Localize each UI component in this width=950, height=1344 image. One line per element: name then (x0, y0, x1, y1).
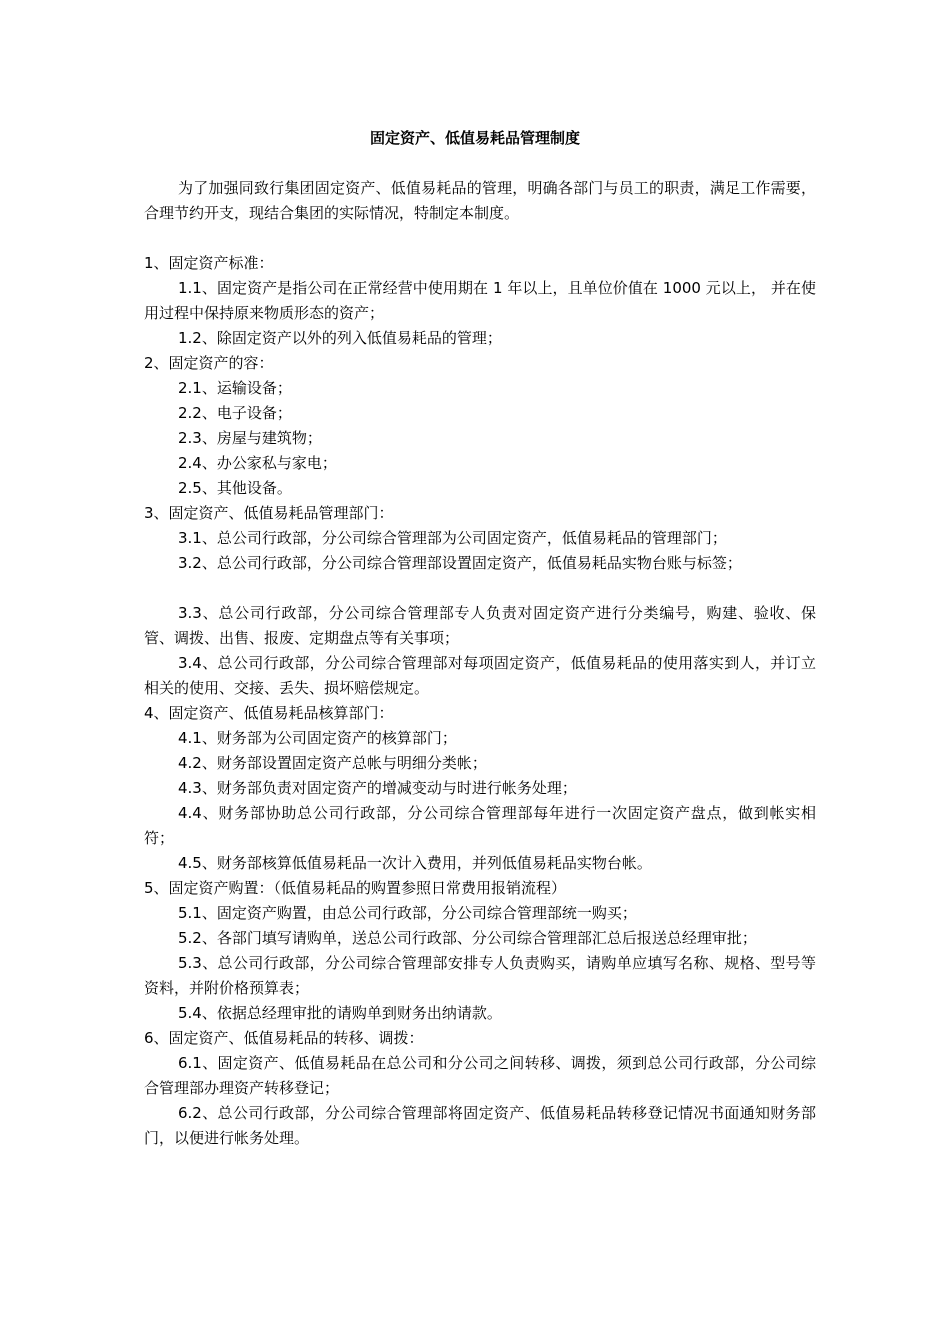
section-item: 3.2、总公司行政部，分公司综合管理部设置固定资产，低值易耗品实物台账与标签； (178, 554, 742, 572)
section-item: 3.1、总公司行政部，分公司综合管理部为公司固定资产，低值易耗品的管理部门； (178, 529, 727, 547)
document-title: 固定资产、低值易耗品管理制度 (369, 129, 580, 147)
section-item: 4.5、财务部核算低值易耗品一次计入费用，并列低值易耗品实物台帐。 (178, 854, 652, 872)
section-item: 4.3、财务部负责对固定资产的增减变动与时进行帐务处理； (178, 779, 577, 797)
section-item: 5.1、固定资产购置，由总公司行政部，分公司综合管理部统一购买； (178, 904, 637, 922)
section-item: 1.2、除固定资产以外的列入低值易耗品的管理； (178, 329, 502, 347)
section-item: 2.1、运输设备； (178, 379, 292, 397)
section-item: 5.4、依据总经理审批的请购单到财务出纳请款。 (178, 1004, 502, 1022)
section-item: 1.1、固定资产是指公司在正常经营中使用期在 1 年以上，且单位价值在 1000 元以上， 并在使用过程中保持原来物质形态的资产； (144, 279, 816, 322)
intro-paragraph: 为了加强同致行集团固定资产、低值易耗品的管理，明确各部门与员工的职责，满足工作需要，合理节约开支，现结合集团的实际情况，特制定本制度。 (144, 179, 816, 222)
section-item: 4.2、财务部设置固定资产总帐与明细分类帐； (178, 754, 487, 772)
section-heading: 5、固定资产购置：（低值易耗品的购置参照日常费用报销流程） (144, 879, 567, 897)
section-item: 5.3、总公司行政部，分公司综合管理部安排专人负责购买，请购单应填写名称、规格、型号等资料，并附价格预算表； (144, 954, 816, 997)
section-item: 6.1、固定资产、低值易耗品在总公司和分公司之间转移、调拨，须到总公司行政部，分公司综合管理部办理资产转移登记； (144, 1054, 816, 1097)
section-heading: 4、固定资产、低值易耗品核算部门： (144, 704, 394, 722)
section-item: 3.3、总公司行政部，分公司综合管理部专人负责对固定资产进行分类编号，购建、验收、保管、调拨、出售、报废、定期盘点等有关事项； (144, 604, 816, 647)
section-heading: 2、固定资产的容： (144, 354, 274, 372)
section-heading: 6、固定资产、低值易耗品的转移、调拨： (144, 1029, 424, 1047)
section-item: 2.3、房屋与建筑物； (178, 429, 322, 447)
section-item: 4.1、财务部为公司固定资产的核算部门； (178, 729, 457, 747)
section-heading: 3、固定资产、低值易耗品管理部门： (144, 504, 394, 522)
section-item: 5.2、各部门填写请购单，送总公司行政部、分公司综合管理部汇总后报送总经理审批； (178, 929, 757, 947)
section-heading: 1、固定资产标准： (144, 254, 274, 272)
section-item: 6.2、总公司行政部，分公司综合管理部将固定资产、低值易耗品转移登记情况书面通知财务部门，以便进行帐务处理。 (144, 1104, 816, 1147)
section-item: 3.4、总公司行政部，分公司综合管理部对每项固定资产，低值易耗品的使用落实到人，并订立相关的使用、交接、丢失、损坏赔偿规定。 (144, 654, 816, 697)
section-item: 2.5、其他设备。 (178, 479, 292, 497)
section-item: 2.2、电子设备； (178, 404, 292, 422)
section-item: 4.4、财务部协助总公司行政部，分公司综合管理部每年进行一次固定资产盘点，做到帐实相符； (144, 804, 816, 847)
blank-line (144, 576, 816, 601)
section-item: 2.4、办公家私与家电； (178, 454, 337, 472)
blank-line (144, 226, 816, 251)
document-body (144, 176, 816, 1151)
